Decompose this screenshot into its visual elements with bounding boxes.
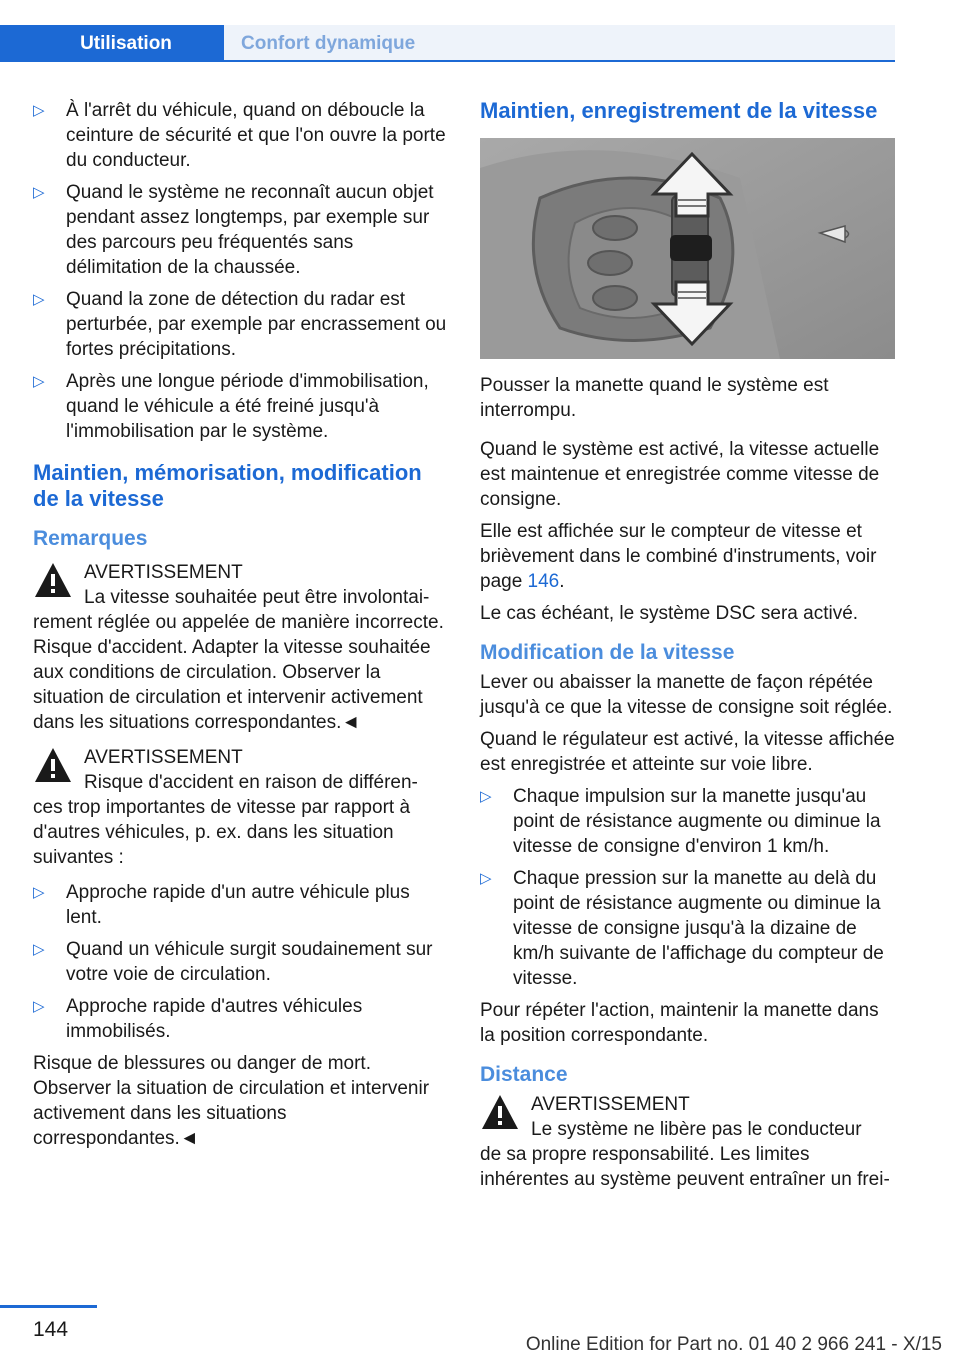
triangle-bullet-icon: ▷	[33, 184, 45, 201]
list-item: ▷ Chaque pression sur la manette au delà du point de résistance augmente ou diminue la vitesse de consigne jusqu'à la dizaine de km/h suivante de l'affichage du compteur de vitesse.	[480, 868, 884, 989]
paragraph: Pour répéter l'action, maintenir la manette dans la position correspondante.	[480, 1000, 879, 1046]
warning-title: AVERTISSEMENT	[84, 747, 243, 768]
paragraph: Pousser la manette quand le système est interrompu.	[480, 375, 829, 421]
warning-title: AVERTISSEMENT	[84, 562, 243, 583]
warning-block	[33, 745, 447, 870]
list-item: ▷ À l'arrêt du véhicule, quand on déboucle la ceinture de sécurité et que l'on ouvre la porte du conducteur.	[33, 100, 446, 171]
page-header	[0, 25, 895, 62]
warning-title: AVERTISSEMENT	[531, 1094, 690, 1115]
subheading-distance: Distance	[480, 1063, 568, 1086]
warning-text: Le système ne libère pas le conducteur	[531, 1119, 862, 1140]
list-item: ▷ Approche rapide d'un autre véhicule plus lent.	[33, 882, 410, 928]
triangle-bullet-icon: ▷	[480, 788, 492, 805]
warning-text: La vitesse souhaitée peut être involontai-	[84, 587, 430, 608]
warning-text: de sa propre responsabilité. Les limites inhérentes au système peuvent entraîner un frei-	[480, 1144, 890, 1190]
paragraph: Lever ou abaisser la manette de façon répétée jusqu'à ce que la vitesse de consigne soit réglée.	[480, 672, 893, 718]
list-item: ▷ Quand le système ne reconnaît aucun objet pendant assez longtemps, par exemple sur des parcours peu fréquentés sans délimitation de la chaussée.	[33, 182, 434, 278]
closing-paragraph: Risque de blessures ou danger de mort. Observer la situation de circulation et intervenir activement dans les situations correspondantes.◄	[33, 1053, 430, 1149]
warning-text: ces trop importantes de vitesse par rapport à d'autres véhicules, p. ex. dans les situation suivantes :	[33, 797, 411, 868]
triangle-bullet-icon: ▷	[33, 373, 45, 390]
footer-divider	[0, 1305, 97, 1308]
list-item: ▷ Après une longue période d'immobilisation, quand le véhicule a été freiné jusqu'à l'immobilisation par le système.	[33, 371, 429, 442]
list-item: ▷ Approche rapide d'autres véhicules immobilisés.	[33, 996, 363, 1042]
warning-block	[480, 1092, 896, 1192]
list-item: ▷ Quand la zone de détection du radar est perturbée, par exemple par encrassement ou fortes précipitations.	[33, 289, 447, 360]
tab-confort-dynamique[interactable]: Confort dynamique	[224, 25, 895, 62]
subheading-remarques: Remarques	[33, 527, 148, 550]
warning-triangle-icon	[480, 1092, 520, 1132]
triangle-bullet-icon: ▷	[33, 884, 45, 901]
triangle-bullet-icon: ▷	[33, 102, 45, 119]
warning-text: rement réglée ou appelée de manière incorrecte. Risque d'accident. Adapter la vitesse souhaitée aux conditions de circulation. Observer la situation de circulation et intervenir activement dans les situations correspondantes.◄	[33, 612, 444, 733]
paragraph: Elle est affichée sur le compteur de vitesse et brièvement dans le combiné d'instruments, voir page 146.	[480, 521, 877, 592]
warning-triangle-icon	[33, 745, 73, 785]
triangle-bullet-icon: ▷	[33, 941, 45, 958]
tab-utilisation[interactable]: Utilisation	[0, 25, 224, 62]
list-item: ▷ Quand un véhicule surgit soudainement sur votre voie de circulation.	[33, 939, 433, 985]
triangle-bullet-icon: ▷	[33, 291, 45, 308]
list-item: ▷ Chaque impulsion sur la manette jusqu'au point de résistance augmente ou diminue la vitesse de consigne d'environ 1 km/h.	[480, 786, 881, 857]
warning-triangle-icon	[33, 560, 73, 600]
left-column	[33, 98, 447, 1158]
subheading-modification: Modification de la vitesse	[480, 641, 735, 664]
paragraph: Quand le régulateur est activé, la vitesse affichée est enregistrée et atteinte sur voie libre.	[480, 729, 895, 775]
warning-block	[33, 560, 447, 735]
page-link-146[interactable]: 146	[527, 571, 560, 592]
speed-change-list	[480, 784, 896, 991]
section-title-maintien-enregistrement: Maintien, enregistrement de la vitesse	[480, 98, 878, 123]
deactivation-list	[33, 98, 447, 444]
footer-edition: Online Edition for Part no. 01 40 2 966 241 - X/15	[525, 1334, 942, 1355]
page-number: 144	[33, 1318, 69, 1341]
right-column	[480, 98, 896, 1202]
situations-list	[33, 880, 447, 1044]
triangle-bullet-icon: ▷	[480, 870, 492, 887]
steering-wheel-lever-illustration	[480, 138, 895, 359]
header-divider	[0, 60, 895, 62]
paragraph: Quand le système est activé, la vitesse actuelle est maintenue et enregistrée comme vitesse de consigne.	[480, 439, 880, 510]
section-title-maintien-memorisation: Maintien, mémorisation, modification de la vitesse	[33, 460, 422, 511]
paragraph: Le cas échéant, le système DSC sera activé.	[480, 603, 859, 624]
triangle-bullet-icon: ▷	[33, 998, 45, 1015]
warning-text: Risque d'accident en raison de différen-	[84, 772, 418, 793]
